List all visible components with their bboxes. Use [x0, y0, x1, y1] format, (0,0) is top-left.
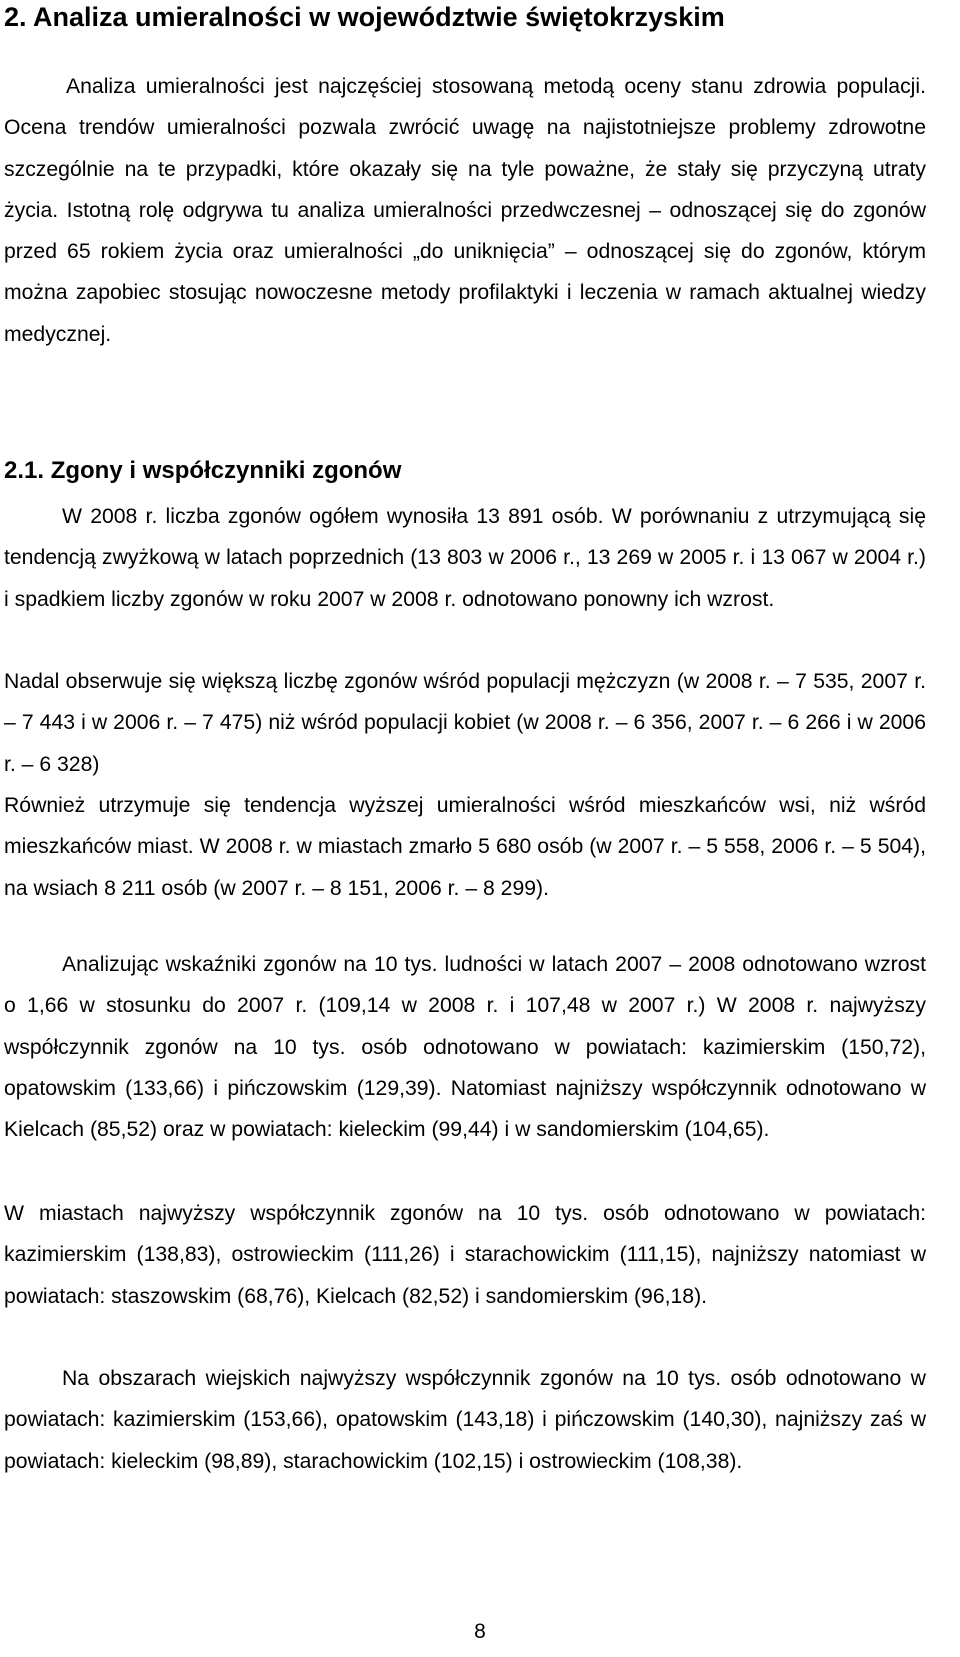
total-deaths-paragraph: W 2008 r. liczba zgonów ogółem wynosiła 13 891 osób. W porównaniu z utrzymującą się tendencją zwyżkową w latach poprzednich (13 803 w 2006 r., 13 269 w 2005 r. i 13 067 w 2004 r.) i spadkiem liczby zgonów w roku 2007 w 2008 r. odnotowano ponowny ich wzrost.: [4, 505, 926, 611]
page-number: 8: [474, 1620, 486, 1643]
gender-paragraph: Nadal obserwuje się większą liczbę zgonów wśród populacji mężczyzn (w 2008 r. – 7 535, 2007 r. – 7 443 i w 2006 r. – 7 475) niż wśród populacji kobiet (w 2008 r. – 6 356, 2007 r. – 6 266 i w 2006 r. – 6 328): [4, 670, 926, 776]
rates-cities-paragraph: W miastach najwyższy współczynnik zgonów na 10 tys. osób odnotowano w powiatach: kazimierskim (138,83), ostrowieckim (111,26) i starachowickim (111,15), najniższy natomiast w powiatach: staszowskim (68,76), Kielcach (82,52) i sandomierskim (96,18).: [4, 1202, 926, 1308]
rates-counties-paragraph: Analizując wskaźniki zgonów na 10 tys. ludności w latach 2007 – 2008 odnotowano wzrost o 1,66 w stosunku do 2007 r. (109,14 w 2008 r. i 107,48 w 2007 r.) W 2008 r. najwyższy współczynnik zgonów na 10 tys. osób odnotowano w powiatach: kazimierskim (150,72), opatowskim (133,66) i pińczowskim (129,39). Natomiast najniższy współczynnik odnotowano w Kielcach (85,52) oraz w powiatach: kieleckim (99,44) i w sandomierskim (104,65).: [4, 953, 926, 1142]
urban-rural-paragraph: Również utrzymuje się tendencja wyższej umieralności wśród mieszkańców wsi, niż wśród mieszkańców miast. W 2008 r. w miastach zmarło 5 680 osób (w 2007 r. – 5 558, 2006 r. – 5 504), na wsiach 8 211 osób (w 2007 r. – 8 151, 2006 r. – 8 299).: [4, 794, 926, 900]
subsection-heading: 2.1. Zgony i współczynniki zgonów: [4, 457, 402, 484]
intro-paragraph: Analiza umieralności jest najczęściej stosowaną metodą oceny stanu zdrowia populacji. Ocena trendów umieralności pozwala zwrócić uwagę na najistotniejsze problemy zdrowotne szczególnie na te przypadki, które okazały się na tyle poważne, że stały się przyczyną utraty życia. Istotną rolę odgrywa tu analiza umieralności przedwczesnej – odnoszącej się do zgonów przed 65 rokiem życia oraz umieralności „do uniknięcia” – odnoszącej się do zgonów, którym można zapobiec stosując nowoczesne metody profilaktyki i leczenia w ramach aktualnej wiedzy medycznej.: [4, 75, 926, 346]
rates-rural-paragraph: Na obszarach wiejskich najwyższy współczynnik zgonów na 10 tys. osób odnotowano w powiatach: kazimierskim (153,66), opatowskim (143,18) i pińczowskim (140,30), najniższy zaś w powiatach: kieleckim (98,89), starachowickim (102,15) i ostrowieckim (108,38).: [4, 1367, 926, 1473]
section-heading: 2. Analiza umieralności w województwie świętokrzyskim: [4, 2, 725, 32]
